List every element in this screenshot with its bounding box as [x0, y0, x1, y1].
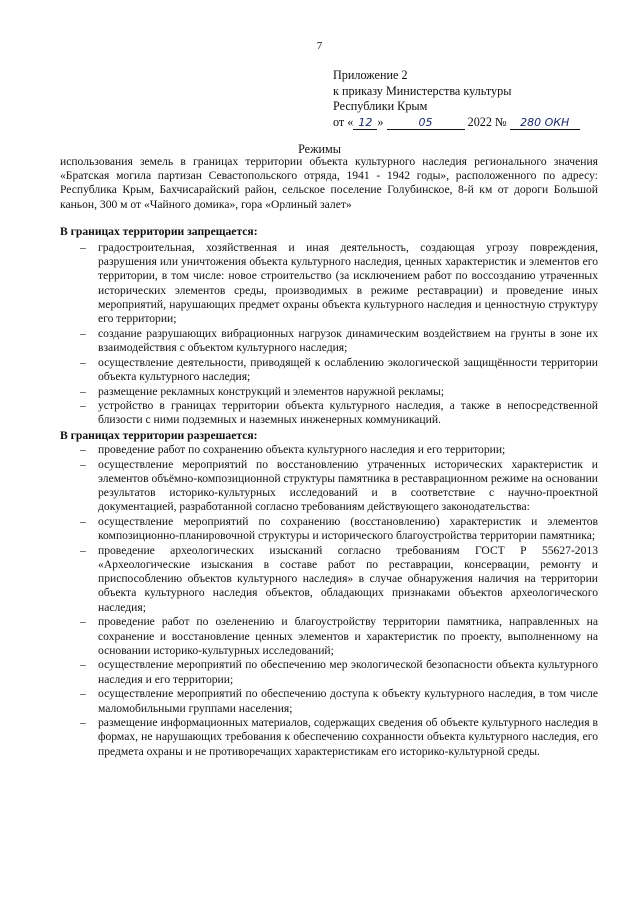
item-text: осуществление деятельности, приводящей к ослаблению экологической защищённости территории объекта культурного наследия;: [98, 355, 598, 383]
list-item: [60, 241, 598, 326]
dash-marker: –: [80, 687, 86, 701]
dash-marker: –: [80, 355, 86, 369]
appendix-block: [333, 68, 580, 130]
order-number: 280 ОКН: [510, 117, 580, 130]
appendix-line-1: Приложение 2: [333, 68, 408, 82]
dash-marker: –: [80, 514, 86, 528]
item-text: размещение рекламных конструкций и элементов наружной рекламы;: [98, 384, 445, 398]
list-item: [60, 716, 598, 759]
list-item: [60, 327, 598, 355]
list-item: [60, 385, 598, 399]
list-item: [60, 443, 598, 457]
appendix-line-2: к приказу Министерства культуры: [333, 83, 512, 98]
dash-marker: –: [80, 326, 86, 340]
dash-marker: –: [80, 457, 86, 471]
dash-marker: –: [80, 615, 86, 629]
date-day: 12: [353, 117, 377, 130]
item-text: устройство в границах территории объекта культурного наследия, а также в непосредственной близости с ними подземных и наземных инженерных коммуникаций.: [98, 399, 598, 427]
date-month: 05: [387, 117, 465, 130]
dash-marker: –: [80, 442, 86, 456]
list-item: [60, 687, 598, 715]
list-item: [60, 458, 598, 515]
list-item: [60, 356, 598, 384]
date-prefix: от «: [333, 114, 354, 129]
page-number: 7: [316, 40, 323, 52]
document-title: Режимы: [298, 142, 341, 156]
item-text: проведение работ по озеленению и благоустройству территории памятника, направленных на сохранение и восстановление ценных элементов и характеристик по проекту, выполненному на основании историко-культурных исследований;: [98, 615, 598, 657]
dash-marker: –: [80, 241, 86, 255]
item-text: осуществление мероприятий по обеспечению мер экологической безопасности объекта культурного наследия и его территории;: [98, 658, 598, 686]
list-item: [60, 615, 598, 658]
dash-marker: –: [80, 543, 86, 557]
date-mid: »: [377, 114, 384, 129]
item-text: осуществление мероприятий по восстановлению утраченных исторических характеристик и элементов объёмно-композиционной структуры памятника в реставрационном режиме на основании результатов историко-культурных исследований и в соответствие с научно-проектной документацией, разработанной согласно требованиям действующего законодательства:: [98, 457, 598, 514]
dash-marker: –: [80, 384, 86, 398]
dash-marker: –: [80, 716, 86, 730]
intro-paragraph: использования земель в границах территории объекта культурного наследия регионального значения «Братская могила партизан Севастопольского отряда, 1941 - 1942 годы», расположенного по адресу: Республика Крым, Бахчисарайский район, сельское поселение Голубинское, 8-й км от дороги Большой каньон, 300 м от «Чайного домика», гора «Орлиный залет»: [60, 155, 598, 211]
prohibited-list: [60, 241, 598, 428]
document-body: [60, 155, 598, 760]
appendix-line-3: Республики Крым: [333, 99, 428, 113]
list-item: [60, 515, 598, 543]
item-text: проведение работ по сохранению объекта культурного наследия и его территории;: [98, 442, 506, 456]
item-text: проведение археологических изысканий согласно требованиям ГОСТ Р 55627-2013 «Археологические изыскания в составе работ по реставрации, консервации, ремонту и приспособлению объектов культурного наследия» в случае обнаружения наличия на территории объекта культурного наследия объектов, обладающих признаками объектов археологического наследия;: [98, 543, 598, 614]
item-text: размещение информационных материалов, содержащих сведения об объекте культурного наследия в формах, не нарушающих требования к обеспечению сохранности объекта культурного наследия, его предмета охраны и не противоречащих характеристикам его историко-культурной среды.: [98, 716, 598, 758]
list-item: [60, 399, 598, 427]
dash-marker: –: [80, 658, 86, 672]
appendix-date-line: [333, 115, 580, 131]
item-text: создание разрушающих вибрационных нагрузок динамическим воздействием на грунты в зоне их взаимодействия с объектом культурного наследия;: [98, 326, 598, 354]
item-text: осуществление мероприятий по обеспечению доступа к объекту культурного наследия, в том числе маломобильными группами населения;: [98, 687, 598, 715]
list-item: [60, 658, 598, 686]
date-year: 2022 №: [467, 114, 507, 129]
permitted-list: [60, 443, 598, 759]
list-item: [60, 544, 598, 615]
item-text: осуществление мероприятий по сохранению (восстановлению) характеристик и элементов композиционно-планировочной структуры и исторического благоустройства территории памятника;: [98, 514, 598, 543]
prohibited-heading: В границах территории запрещается:: [60, 224, 258, 238]
dash-marker: –: [80, 399, 86, 413]
item-text: градостроительная, хозяйственная и иная деятельность, создающая угрозу повреждения, разрушения или уничтожения объекта культурного наследия, ценных характеристик и элементов его территории, в том числе: новое строительство (за исключением работ по воссозданию утраченных исторических элементов среды, производимых в режиме реставрации) и проведение иных мероприятий, нарушающих предмет охраны объекта культурного наследия и ценностную структуру его территории;: [98, 241, 598, 326]
permitted-heading: В границах территории разрешается:: [60, 428, 258, 442]
